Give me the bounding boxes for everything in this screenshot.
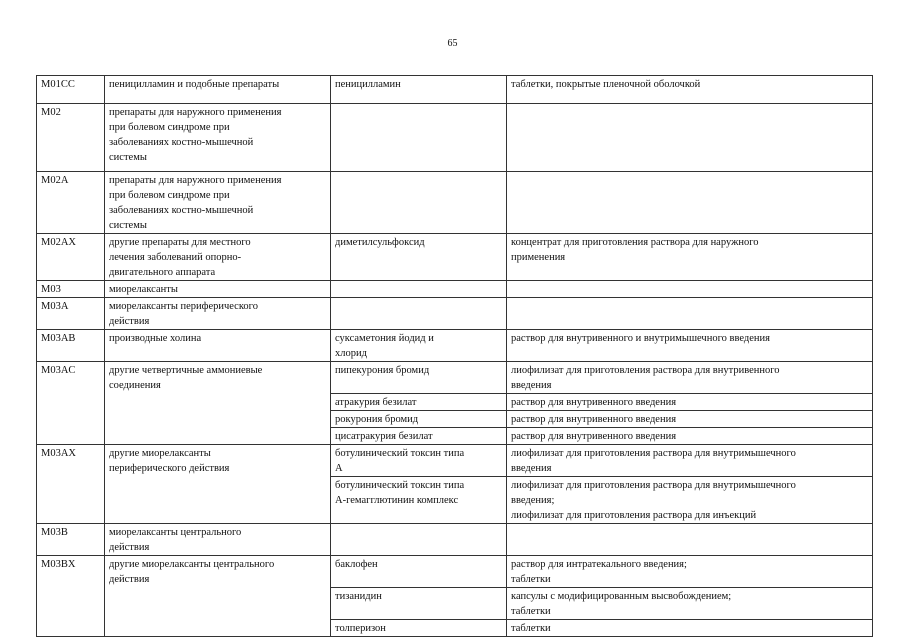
drug-name-cell	[331, 104, 507, 172]
drug-name-cell: суксаметония йодид и хлорид	[331, 330, 507, 362]
atc-code-cell: M03AB	[37, 330, 105, 362]
atc-code-cell: M03AC	[37, 362, 105, 445]
group-name-cell: препараты для наружного применения при болевом синдроме при заболеваниях костно-мышечной системы	[105, 104, 331, 172]
atc-code-cell: M01CC	[37, 76, 105, 104]
drug-name-cell: атракурия безилат	[331, 394, 507, 411]
table-row	[37, 362, 873, 394]
table-row	[37, 172, 873, 234]
drug-name-cell	[331, 524, 507, 556]
dosage-form-cell: концентрат для приготовления раствора для наружного применения	[507, 234, 873, 281]
atc-code-cell: M02AX	[37, 234, 105, 281]
page-number: 65	[447, 38, 458, 49]
dosage-form-cell	[507, 104, 873, 172]
group-name-cell: миорелаксанты периферического действия	[105, 298, 331, 330]
table-row	[37, 104, 873, 172]
drug-name-cell: пипекурония бромид	[331, 362, 507, 394]
atc-code-cell: M03A	[37, 298, 105, 330]
dosage-form-cell: раствор для внутривенного введения	[507, 428, 873, 445]
dosage-form-cell	[507, 281, 873, 298]
dosage-form-cell	[507, 298, 873, 330]
table-row	[37, 281, 873, 298]
drug-name-cell	[331, 298, 507, 330]
atc-code-cell: M02	[37, 104, 105, 172]
atc-code-cell: M02A	[37, 172, 105, 234]
group-name-cell: миорелаксанты	[105, 281, 331, 298]
dosage-form-cell: лиофилизат для приготовления раствора для внутримышечного введения	[507, 445, 873, 477]
table-row	[37, 524, 873, 556]
table-row	[37, 298, 873, 330]
dosage-form-cell: лиофилизат для приготовления раствора для внутримышечного введения; лиофилизат для приготовления раствора для инъекций	[507, 477, 873, 524]
table-row	[37, 556, 873, 588]
atc-code-cell: M03AX	[37, 445, 105, 524]
dosage-form-cell: раствор для внутривенного введения	[507, 411, 873, 428]
drug-name-cell: рокурония бромид	[331, 411, 507, 428]
group-name-cell: производные холина	[105, 330, 331, 362]
drug-name-cell: ботулинический токсин типа A-гемагглютинин комплекс	[331, 477, 507, 524]
drug-name-cell: диметилсульфоксид	[331, 234, 507, 281]
drug-name-cell: баклофен	[331, 556, 507, 588]
group-name-cell: другие четвертичные аммониевые соединения	[105, 362, 331, 445]
drug-name-cell: цисатракурия безилат	[331, 428, 507, 445]
table-row	[37, 234, 873, 281]
drug-name-cell: тизанидин	[331, 588, 507, 620]
table-row	[37, 330, 873, 362]
table-row	[37, 445, 873, 477]
drug-name-cell: толперизон	[331, 620, 507, 637]
atc-code-cell: M03BX	[37, 556, 105, 637]
dosage-form-cell: раствор для внутривенного введения	[507, 394, 873, 411]
dosage-form-cell: капсулы с модифицированным высвобождением; таблетки	[507, 588, 873, 620]
drug-name-cell: пеницилламин	[331, 76, 507, 104]
dosage-form-cell: раствор для внутривенного и внутримышечного введения	[507, 330, 873, 362]
atc-code-cell: M03B	[37, 524, 105, 556]
dosage-form-cell: лиофилизат для приготовления раствора для внутривенного введения	[507, 362, 873, 394]
group-name-cell: миорелаксанты центрального действия	[105, 524, 331, 556]
table-row	[37, 76, 873, 104]
group-name-cell: другие препараты для местного лечения заболеваний опорно- двигательного аппарата	[105, 234, 331, 281]
dosage-form-cell: таблетки	[507, 620, 873, 637]
dosage-form-cell	[507, 524, 873, 556]
drug-name-cell: ботулинический токсин типа A	[331, 445, 507, 477]
dosage-form-cell: таблетки, покрытые пленочной оболочкой	[507, 76, 873, 104]
group-name-cell: препараты для наружного применения при болевом синдроме при заболеваниях костно-мышечной системы	[105, 172, 331, 234]
dosage-form-cell: раствор для интратекального введения; таблетки	[507, 556, 873, 588]
group-name-cell: другие миорелаксанты периферического действия	[105, 445, 331, 524]
dosage-form-cell	[507, 172, 873, 234]
drug-classification-table	[36, 75, 873, 637]
group-name-cell: пеницилламин и подобные препараты	[105, 76, 331, 104]
drug-name-cell	[331, 172, 507, 234]
atc-code-cell: M03	[37, 281, 105, 298]
drug-name-cell	[331, 281, 507, 298]
group-name-cell: другие миорелаксанты центрального действия	[105, 556, 331, 637]
